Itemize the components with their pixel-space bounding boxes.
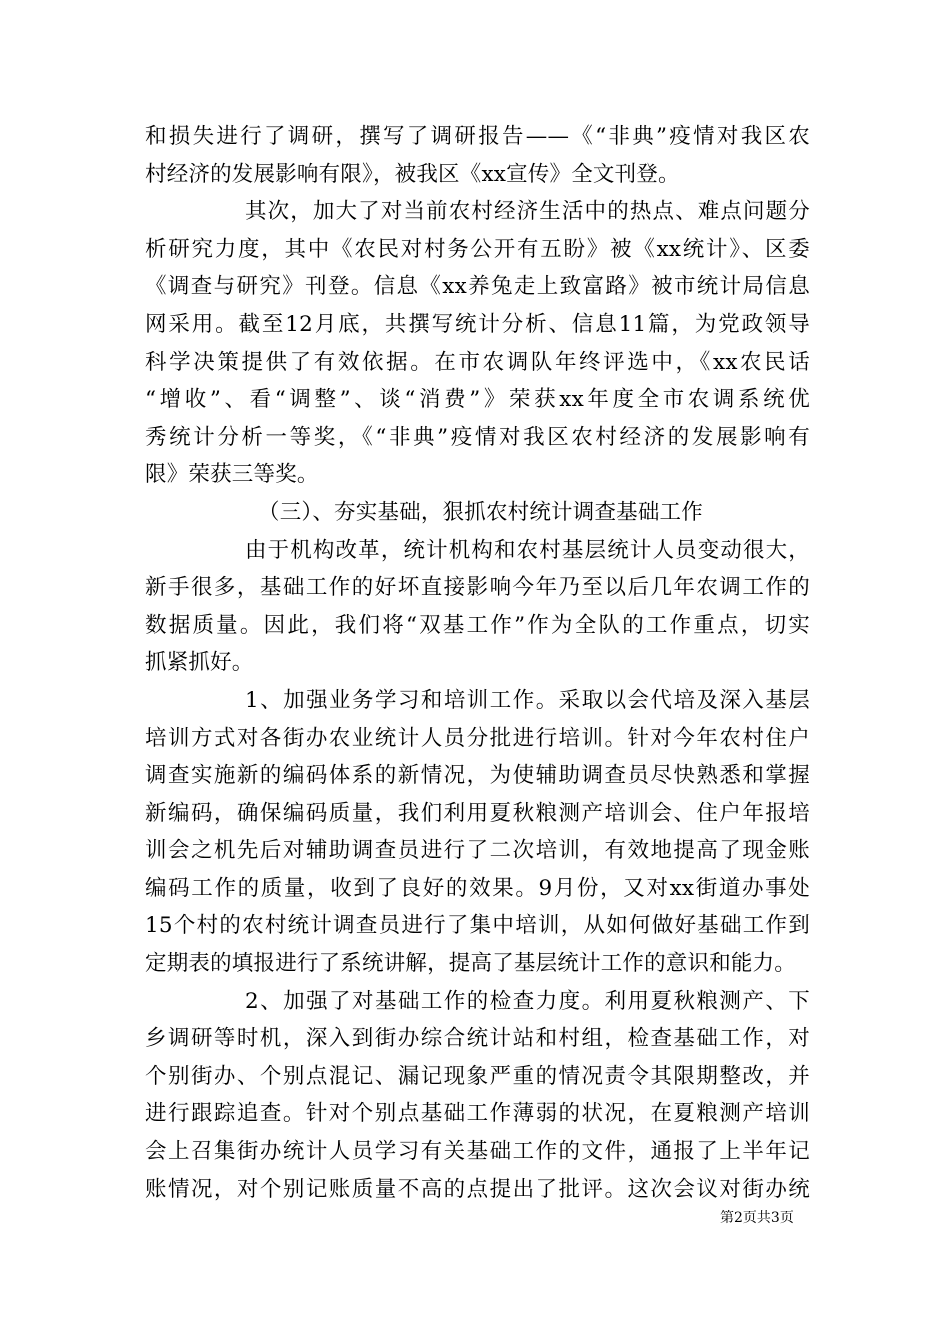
text-line: 数据质量。因此，我们将“双基工作”作为全队的工作重点，切实 [145, 612, 810, 638]
text-line: 析研究力度，其中《农民对村务公开有五盼》被《xx统计》、区委 [145, 236, 810, 262]
section-heading [145, 494, 810, 532]
text-line: 抓紧抓好。 [145, 650, 254, 676]
text-line: 村经济的发展影响有限》，被我区《xx宣传》全文刊登。 [145, 161, 680, 187]
text-line: 定期表的填报进行了系统讲解，提高了基层统计工作的意识和能力。 [145, 951, 797, 977]
text-line: 进行跟踪追查。针对个别点基础工作薄弱的状况，在夏粮测产培训 [145, 1101, 810, 1127]
text-line: 新编码，确保编码质量，我们利用夏秋粮测产培训会、住户年报培 [145, 800, 810, 826]
text-line: 15个村的农村统计调查员进行了集中培训，从如何做好基础工作到 [145, 913, 810, 939]
text-line: 秀统计分析一等奖，《“非典”疫情对我区农村经济的发展影响有 [145, 424, 810, 450]
text-line: 账情况，对个别记账质量不高的点提出了批评。这次会议对街办统 [145, 1176, 810, 1202]
paragraph-5 [145, 983, 810, 1209]
text-line: 其次，加大了对当前农村经济生活中的热点、难点问题分 [245, 199, 810, 225]
paragraph-1 [145, 118, 810, 193]
text-line: “增收”、看“调整”、谈“消费”》荣获xx年度全市农调系统优 [145, 387, 810, 413]
text-line: 新手很多，基础工作的好坏直接影响今年乃至以后几年农调工作的 [145, 575, 810, 601]
text-line: 乡调研等时机，深入到街办综合统计站和村组，检查基础工作，对 [145, 1026, 810, 1052]
document-body [145, 118, 810, 1208]
text-line: 1、加强业务学习和培训工作。采取以会代培及深入基层 [245, 687, 810, 713]
text-line: 《调查与研究》刊登。信息《xx养兔走上致富路》被市统计局信息 [145, 274, 810, 300]
text-line: 个别街办、个别点混记、漏记现象严重的情况责令其限期整改，并 [145, 1063, 810, 1089]
text-line: 培训方式对各街办农业统计人员分批进行培训。针对今年农村住户 [145, 725, 810, 751]
text-line: 会上召集街办统计人员学习有关基础工作的文件，通报了上半年记 [145, 1139, 810, 1165]
paragraph-3 [145, 532, 810, 682]
paragraph-2 [145, 193, 810, 494]
text-line: 和损失进行了调研，撰写了调研报告——《“非典”疫情对我区农 [145, 124, 810, 149]
heading-text: （三）、夯实基础，狠抓农村统计调查基础工作 [258, 499, 703, 525]
text-line: 2、加强了对基础工作的检查力度。利用夏秋粮测产、下 [245, 988, 810, 1014]
text-line: 网采用。截至12月底，共撰写统计分析、信息11篇，为党政领导 [145, 311, 810, 337]
page-number-footer: 第2页共3页 [720, 1210, 794, 1226]
text-line: 训会之机先后对辅助调查员进行了二次培训，有效地提高了现金账 [145, 838, 810, 864]
text-line: 编码工作的质量，收到了良好的效果。9月份，又对xx街道办事处 [145, 875, 810, 901]
text-line: 限》荣获三等奖。 [145, 462, 319, 488]
text-line: 调查实施新的编码体系的新情况，为使辅助调查员尽快熟悉和掌握 [145, 763, 810, 789]
paragraph-4 [145, 682, 810, 983]
text-line: 科学决策提供了有效依据。在市农调队年终评选中，《xx农民话 [145, 349, 810, 375]
text-line: 由于机构改革，统计机构和农村基层统计人员变动很大， [245, 537, 810, 563]
